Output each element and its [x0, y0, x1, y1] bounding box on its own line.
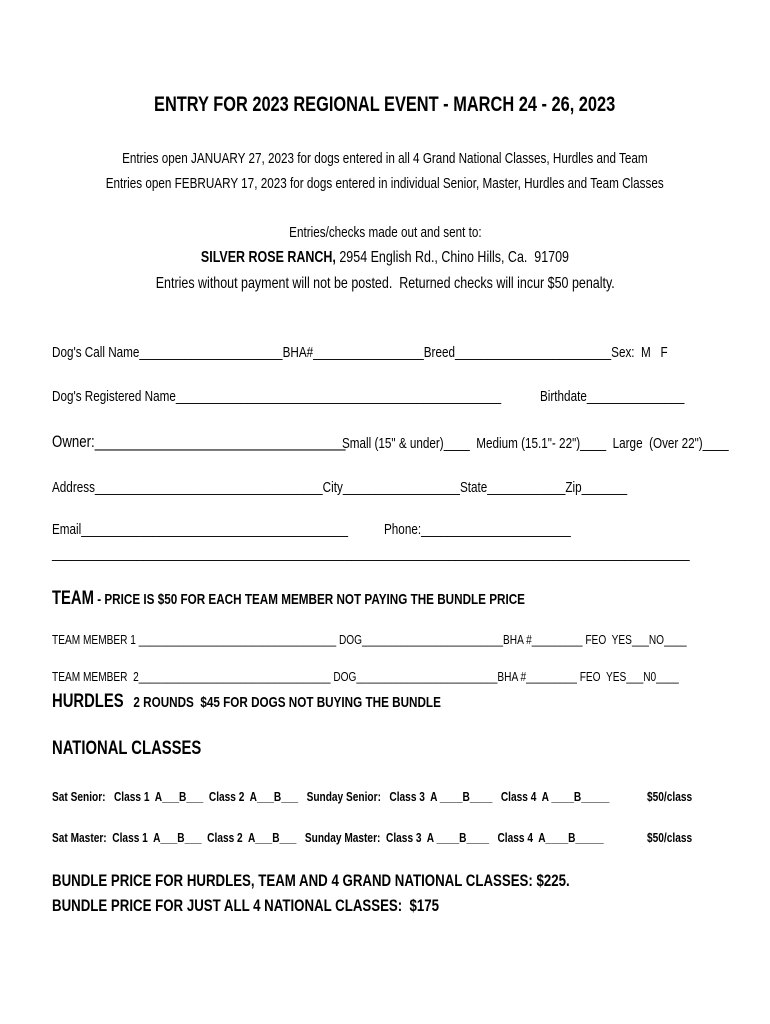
intro-line-2-row [0, 175, 770, 192]
size-row[interactable] [342, 435, 770, 452]
mailing-address-row [0, 249, 770, 267]
bundle-line-1-row [52, 871, 716, 891]
team-member-1-field[interactable]: TEAM MEMBER 1 ___________________________________ DOG_________________________BHA #_________ FEO YES___NO____ [52, 632, 687, 647]
hurdles-row [52, 691, 551, 713]
phone-row[interactable] [384, 521, 623, 538]
team-heading: TEAM [52, 588, 94, 609]
intro-line-2: Entries open FEBRUARY 17, 2023 for dogs entered in individual Senior, Master, Hurdles and Team Classes [105, 175, 665, 192]
sat-senior-price-row [647, 789, 705, 804]
hurdles-detail: 2 ROUNDS $45 FOR DOGS NOT BUYING THE BUNDLE [123, 694, 441, 711]
hurdles-heading: HURDLES [52, 691, 124, 712]
bundle-price-2: BUNDLE PRICE FOR JUST ALL 4 NATIONAL CLASSES: $175 [52, 896, 440, 915]
team-member-1-row[interactable] [52, 632, 770, 647]
dog-call-name-field[interactable]: Dog's Call Name______________________BHA#_________________Breed________________________Sex: M F [52, 344, 668, 361]
email-row[interactable] [52, 521, 432, 538]
form-title: ENTRY FOR 2023 REGIONAL EVENT - MARCH 24 - 26, 2023 [154, 93, 616, 116]
size-options-field[interactable]: Small (15" & under)____ Medium (15.1"- 22")____ Large (Over 22")____ [342, 435, 729, 452]
sat-senior-field[interactable]: Sat Senior: Class 1 A___B___ Class 2 A___B___ Sunday Senior: Class 3 A ____B____ Class 4 A ____B_____ [52, 789, 610, 804]
registered-name-field[interactable]: Dog's Registered Name__________________________________________________ [52, 388, 502, 405]
address-field[interactable]: Address___________________________________City__________________State____________Zip_______ [52, 479, 628, 496]
divider-line: __________________________________________________________________________________________________ [52, 545, 690, 562]
payment-policy-row [0, 275, 770, 293]
form-title-row [0, 93, 770, 117]
address-row[interactable] [52, 479, 770, 496]
ranch-name: SILVER ROSE RANCH, [200, 249, 336, 266]
team-member-2-field[interactable]: TEAM MEMBER 2__________________________________ DOG_________________________BHA #_________ FEO YES___N0____ [52, 669, 679, 684]
birthdate-field[interactable]: Birthdate_______________ [540, 388, 685, 405]
sat-master-price-row [647, 830, 705, 845]
payment-policy: Entries without payment will not be posted. Returned checks will incur $50 penalty. [155, 275, 615, 292]
national-classes-heading: NATIONAL CLASSES [52, 738, 202, 759]
birthdate-row[interactable] [540, 388, 725, 405]
owner-field[interactable]: Owner:__________________________________ [52, 432, 346, 451]
team-heading-row [52, 588, 658, 610]
email-field[interactable]: Email_________________________________________ [52, 521, 349, 538]
team-subheading: - PRICE IS $50 FOR EACH TEAM MEMBER NOT PAYING THE BUNDLE PRICE [93, 591, 525, 608]
national-heading-row [52, 738, 243, 760]
bundle-line-2-row [52, 896, 548, 916]
sat-master-field[interactable]: Sat Master: Class 1 A___B___ Class 2 A___B___ Sunday Master: Class 3 A ____B____ Class 4 A____B_____ [52, 830, 604, 845]
sat-senior-price: $50/class [647, 789, 693, 804]
intro-line-1-row [0, 150, 770, 167]
section-divider [52, 545, 770, 562]
phone-field[interactable]: Phone:_______________________ [384, 521, 571, 538]
bundle-price-1: BUNDLE PRICE FOR HURDLES, TEAM AND 4 GRAND NATIONAL CLASSES: $225. [52, 871, 570, 890]
mailing-address [201, 249, 569, 267]
mailing-label: Entries/checks made out and sent to: [288, 224, 482, 241]
dog-call-name-row[interactable] [52, 344, 770, 361]
intro-line-1: Entries open JANUARY 27, 2023 for dogs entered in all 4 Grand National Classes, Hurdles and Team [122, 150, 648, 167]
mailing-label-row [0, 224, 770, 241]
sat-master-price: $50/class [647, 830, 693, 845]
ranch-address: 2954 English Rd., Chino Hills, Ca. 91709 [335, 249, 570, 266]
team-member-2-row[interactable] [52, 669, 770, 684]
